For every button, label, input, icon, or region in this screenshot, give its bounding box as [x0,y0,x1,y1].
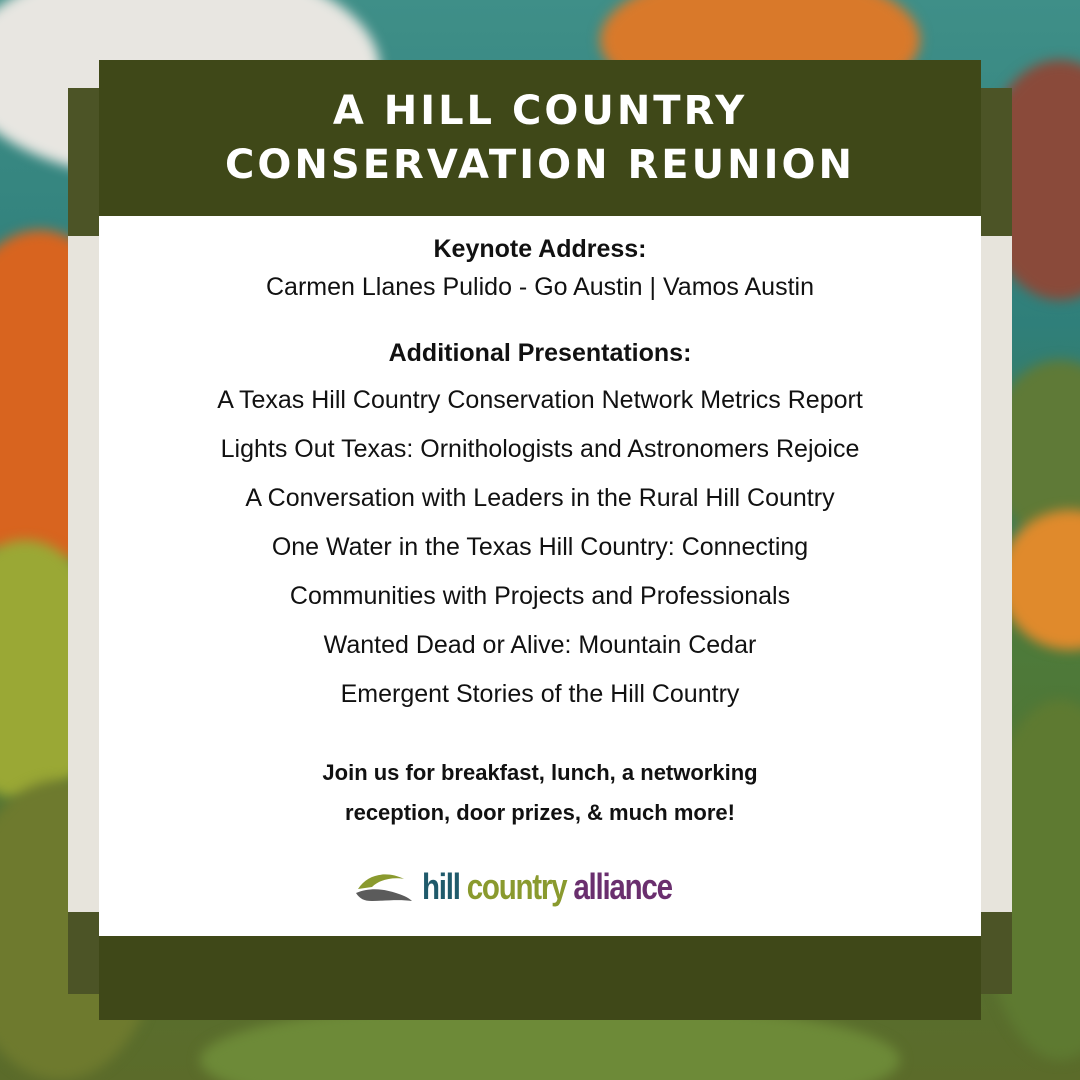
keynote-speaker: Carmen Llanes Pulido - Go Austin | Vamos Austin [266,273,814,301]
presentation-item: Communities with Projects and Professionals [289,582,791,610]
title-banner [99,60,981,216]
presentation-item: One Water in the Texas Hill Country: Connecting [271,533,809,561]
logo-wordmark [422,866,672,908]
join-line-1: Join us for breakfast, lunch, a networking [322,760,758,785]
presentation-item: A Conversation with Leaders in the Rural Hill Country [245,484,835,512]
presentation-item: A Texas Hill Country Conservation Network Metrics Report [217,386,863,414]
logo-word-country: country [466,866,567,907]
hill-country-alliance-logo [99,866,981,908]
title-line-1: A HILL COUNTRY [332,88,748,134]
keynote-heading: Keynote Address: [433,235,647,263]
presentation-item: Wanted Dead or Alive: Mountain Cedar [323,631,757,659]
bottom-banner [99,936,981,1020]
presentation-item: Emergent Stories of the Hill Country [340,680,740,708]
join-line-2: reception, door prizes, & much more! [345,800,735,825]
flyer-card [99,60,981,1020]
logo-word-alliance: alliance [573,866,672,907]
logo-word-hill: hill [421,866,460,907]
flyer-content [99,232,981,833]
title-line-2: CONSERVATION REUNION [225,142,855,188]
hand-leaf-icon [354,867,414,907]
additional-heading: Additional Presentations: [388,339,692,367]
presentation-item: Lights Out Texas: Ornithologists and Astronomers Rejoice [220,435,860,463]
